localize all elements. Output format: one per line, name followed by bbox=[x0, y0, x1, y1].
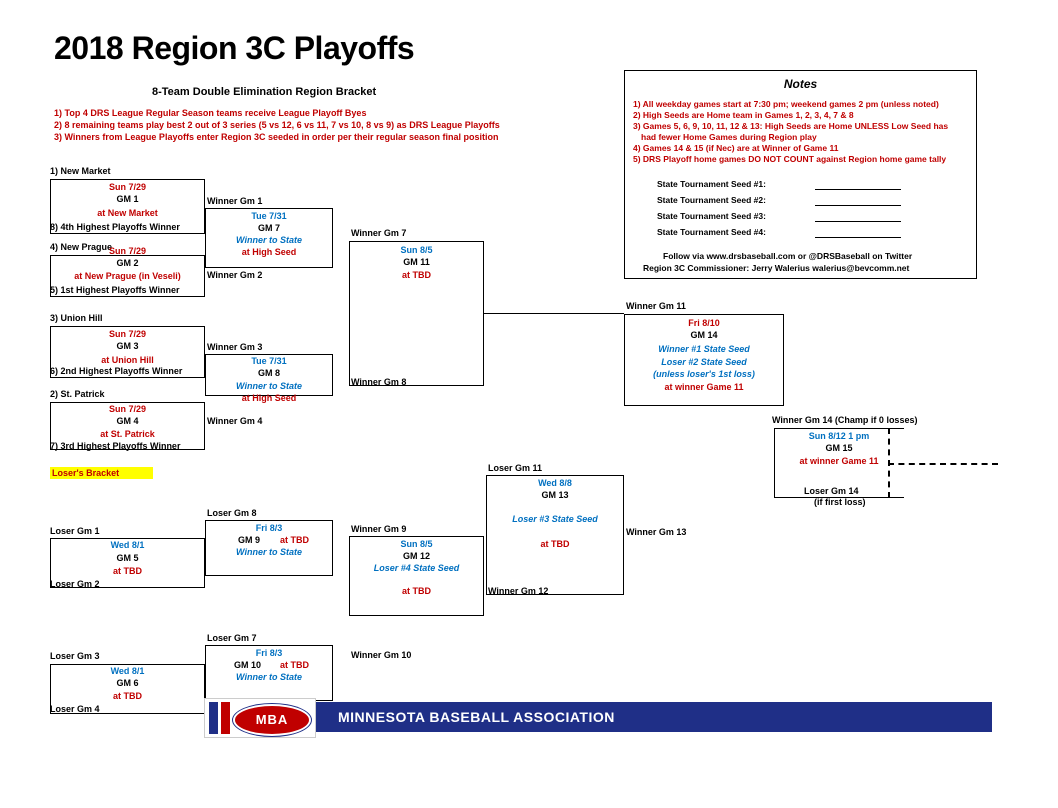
game-11-name: GM 11 bbox=[403, 257, 430, 267]
game-14-note-3: (unless loser's 1st loss) bbox=[653, 369, 755, 379]
winner-gm3-slot: Winner Gm 3 bbox=[207, 342, 263, 352]
notes-commissioner: Region 3C Commissioner: Jerry Walerius walerius@bevcomm.net bbox=[643, 263, 910, 273]
footer-banner bbox=[222, 702, 992, 732]
game-3-name: GM 3 bbox=[116, 341, 139, 351]
page-title: 2018 Region 3C Playoffs bbox=[54, 30, 415, 66]
game-9-note: Winner to State bbox=[236, 547, 302, 557]
seed-8-label: 8) 4th Highest Playoffs Winner bbox=[50, 222, 180, 232]
notes-follow: Follow via www.drsbaseball.com or @DRSBaseball on Twitter bbox=[663, 251, 913, 261]
loser-gm1-slot: Loser Gm 1 bbox=[50, 526, 100, 536]
game-8-note: Winner to State bbox=[236, 381, 302, 391]
game-14-location: at winner Game 11 bbox=[664, 382, 744, 392]
notes-line-5: 4) Games 14 & 15 (if Nec) are at Winner of Game 11 bbox=[633, 143, 839, 153]
winner-gm13-slot: Winner Gm 13 bbox=[626, 527, 687, 537]
game-8-date: Tue 7/31 bbox=[251, 356, 287, 366]
state-seed-2-label: State Tournament Seed #2: bbox=[657, 195, 766, 205]
bracket-sheet bbox=[14, 8, 1026, 792]
loser-gm7-slot: Loser Gm 7 bbox=[207, 633, 257, 643]
game-6-date: Wed 8/1 bbox=[110, 666, 145, 676]
game-1-name: GM 1 bbox=[116, 194, 139, 204]
game-1-date: Sun 7/29 bbox=[108, 182, 146, 192]
winner-gm8-slot: Winner Gm 8 bbox=[351, 377, 407, 387]
footer-text: MINNESOTA BASEBALL ASSOCIATION bbox=[338, 709, 615, 725]
game-13-date: Wed 8/8 bbox=[538, 478, 572, 488]
loser-gm14-note: (if first loss) bbox=[814, 497, 866, 507]
game-14-date: Fri 8/10 bbox=[688, 318, 720, 328]
loser-gm3-slot: Loser Gm 3 bbox=[50, 651, 100, 661]
notes-line-3: 3) Games 5, 6, 9, 10, 11, 12 & 13: High Seeds are Home UNLESS Low Seed has bbox=[633, 121, 949, 131]
winner-gm11-slot: Winner Gm 11 bbox=[626, 301, 686, 311]
game-15-location: at winner Game 11 bbox=[799, 456, 879, 466]
game-1-location: at New Market bbox=[97, 208, 158, 218]
loser-gm2-slot: Loser Gm 2 bbox=[50, 579, 100, 589]
winner-gm1-slot: Winner Gm 1 bbox=[207, 196, 263, 206]
state-seed-4-rule bbox=[815, 237, 901, 238]
notes-box bbox=[624, 70, 977, 279]
state-seed-1-label: State Tournament Seed #1: bbox=[657, 179, 766, 189]
game-6-location: at TBD bbox=[113, 691, 142, 701]
game-13-note: Loser #3 State Seed bbox=[512, 514, 598, 524]
game-12-location: at TBD bbox=[402, 586, 431, 596]
game-7-location: at High Seed bbox=[241, 247, 297, 257]
notes-line-6: 5) DRS Playoff home games DO NOT COUNT against Region home game tally bbox=[633, 154, 947, 164]
seed-2-label: 2) St. Patrick bbox=[50, 389, 105, 399]
notes-line-2: 2) High Seeds are Home team in Games 1, 2, 3, 4, 7 & 8 bbox=[633, 110, 854, 120]
seed-6-label: 6) 2nd Highest Playoffs Winner bbox=[50, 366, 183, 376]
game-4-location: at St. Patrick bbox=[100, 429, 155, 439]
winner-gm10-slot: Winner Gm 10 bbox=[351, 650, 412, 660]
logo-text: MBA bbox=[255, 712, 289, 727]
winner-gm2-slot: Winner Gm 2 bbox=[207, 270, 263, 280]
game-5-name: GM 5 bbox=[116, 553, 139, 563]
game-2-name: GM 2 bbox=[116, 258, 139, 268]
dashed-line-horizontal bbox=[888, 463, 998, 465]
notes-header: Notes bbox=[783, 77, 818, 91]
game-9-at: at TBD bbox=[280, 535, 309, 545]
state-seed-3-rule bbox=[815, 221, 901, 222]
winner-gm4-slot: Winner Gm 4 bbox=[207, 416, 263, 426]
game-9-date: Fri 8/3 bbox=[255, 523, 283, 533]
notes-line-4: had fewer Home Games during Region play bbox=[641, 132, 817, 142]
game-11-location: at TBD bbox=[402, 270, 431, 280]
mba-logo bbox=[204, 698, 316, 738]
game-14-note-1: Winner #1 State Seed bbox=[658, 344, 750, 354]
loser-gm4-slot: Loser Gm 4 bbox=[50, 704, 100, 714]
game-4-name: GM 4 bbox=[116, 416, 139, 426]
winner-gm9-slot: Winner Gm 9 bbox=[351, 524, 407, 534]
game-5-location: at TBD bbox=[113, 566, 142, 576]
game-13-location: at TBD bbox=[540, 539, 570, 549]
logo-stripe-blue bbox=[209, 702, 218, 734]
seed-3-label: 3) Union Hill bbox=[50, 313, 103, 323]
game-10-name: GM 10 bbox=[234, 660, 262, 670]
winner-gm14-slot: Winner Gm 14 (Champ if 0 losses) bbox=[772, 415, 918, 425]
state-seed-3-label: State Tournament Seed #3: bbox=[657, 211, 766, 221]
losers-bracket-label: Loser's Bracket bbox=[50, 467, 153, 479]
notes-line-1: 1) All weekday games start at 7:30 pm; weekend games 2 pm (unless noted) bbox=[633, 99, 939, 109]
game-10-at: at TBD bbox=[280, 660, 309, 670]
seed-1-label: 1) New Market bbox=[50, 166, 111, 176]
game-12-name: GM 12 bbox=[402, 551, 430, 561]
rule-2: 2) 8 remaining teams play best 2 out of 3 series (5 vs 12, 6 vs 11, 7 vs 10, 8 vs 9) as DRS League Playoffs bbox=[54, 120, 500, 130]
game-12-date: Sun 8/5 bbox=[400, 539, 433, 549]
winner-gm12-slot: Winner Gm 12 bbox=[488, 586, 549, 596]
loser-gm11-slot: Loser Gm 11 bbox=[488, 463, 543, 473]
seed-5-label: 5) 1st Highest Playoffs Winner bbox=[50, 285, 180, 295]
game-14-note-2: Loser #2 State Seed bbox=[661, 357, 747, 367]
game-3-location: at Union Hill bbox=[101, 355, 154, 365]
connector-gm11-gm14 bbox=[484, 313, 624, 314]
game-9-name: GM 9 bbox=[238, 535, 261, 545]
logo-stripe-red bbox=[221, 702, 230, 734]
logo-oval bbox=[233, 704, 311, 736]
winner-gm7-slot: Winner Gm 7 bbox=[351, 228, 407, 238]
game-15-name: GM 15 bbox=[825, 443, 853, 453]
game-5-date: Wed 8/1 bbox=[110, 540, 145, 550]
game-4-date: Sun 7/29 bbox=[108, 404, 146, 414]
game-8-name: GM 8 bbox=[257, 368, 280, 378]
game-15-date: Sun 8/12 1 pm bbox=[808, 431, 870, 441]
rule-3: 3) Winners from League Playoffs enter Region 3C seeded in order per their regular season final position bbox=[54, 132, 499, 142]
game-8-location: at High Seed bbox=[241, 393, 297, 403]
loser-gm14-slot: Loser Gm 14 bbox=[804, 486, 859, 496]
game-13-name: GM 13 bbox=[541, 490, 569, 500]
game-2-date: Sun 7/29 bbox=[108, 246, 146, 256]
game-10-date: Fri 8/3 bbox=[255, 648, 283, 658]
game-6-name: GM 6 bbox=[116, 678, 139, 688]
game-3-date: Sun 7/29 bbox=[108, 329, 146, 339]
game-10-note: Winner to State bbox=[236, 672, 302, 682]
game-2-location: at New Prague (in Veseli) bbox=[74, 271, 181, 281]
game-14-name: GM 14 bbox=[690, 330, 718, 340]
state-seed-2-rule bbox=[815, 205, 901, 206]
rule-1: 1) Top 4 DRS League Regular Season teams receive League Playoff Byes bbox=[54, 108, 367, 118]
seed-4-label: 4) New Prague bbox=[50, 242, 113, 252]
game-7-note: Winner to State bbox=[236, 235, 302, 245]
game-12-note: Loser #4 State Seed bbox=[373, 563, 460, 573]
game-7-name: GM 7 bbox=[257, 223, 280, 233]
loser-gm8-slot: Loser Gm 8 bbox=[207, 508, 257, 518]
game-11-date: Sun 8/5 bbox=[400, 245, 433, 255]
state-seed-1-rule bbox=[815, 189, 901, 190]
game-7-date: Tue 7/31 bbox=[251, 211, 287, 221]
state-seed-4-label: State Tournament Seed #4: bbox=[657, 227, 766, 237]
seed-7-label: 7) 3rd Highest Playoffs Winner bbox=[50, 441, 181, 451]
page-subtitle: 8-Team Double Elimination Region Bracket bbox=[152, 86, 377, 98]
